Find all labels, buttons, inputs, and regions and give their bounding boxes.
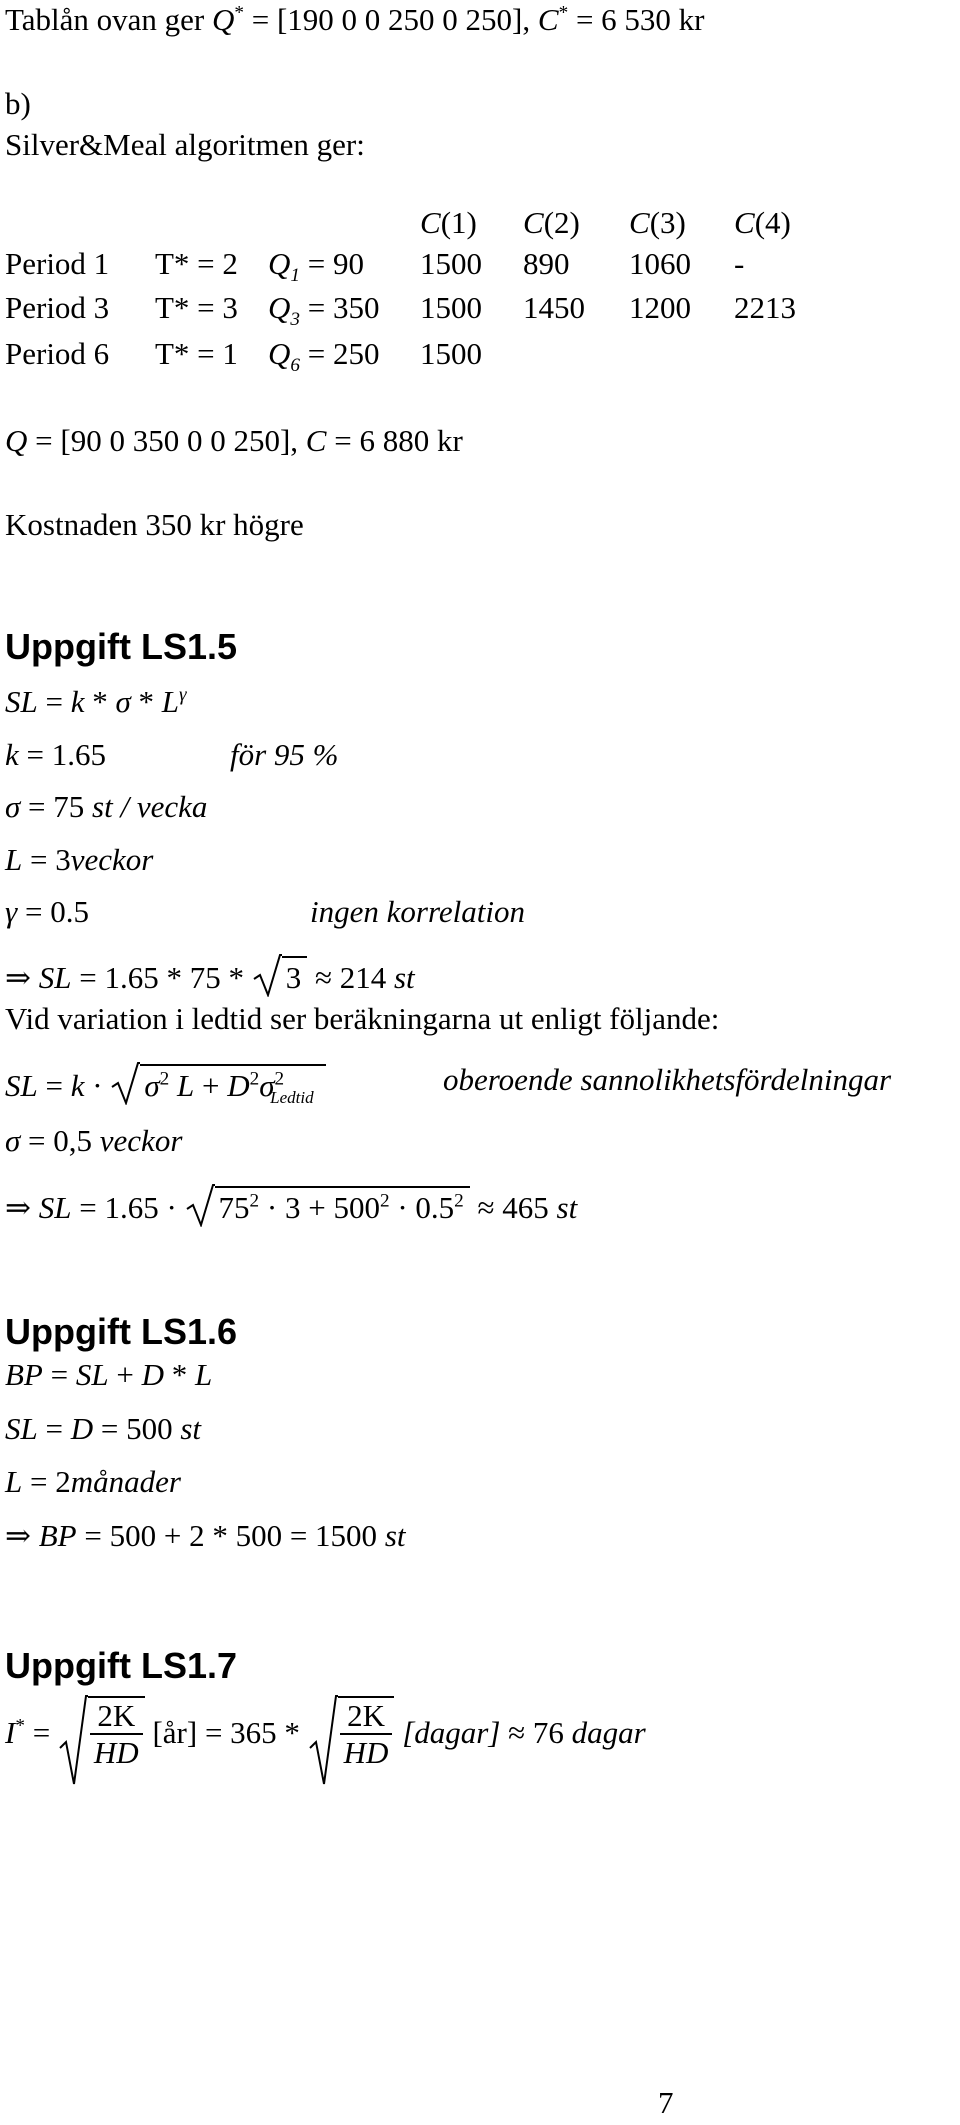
section-title-ls16: Uppgift LS1.6 (5, 1311, 237, 1352)
t-value: T* = 1 (155, 336, 238, 371)
conclusion-text: Kostnaden 350 kr högre (5, 507, 304, 542)
intro-line: Tablån ovan ger Q* = [190 0 0 250 0 250], C* = 6 530 kr (5, 2, 705, 37)
formula-i-star: I* = $\frac{2K}{HD}$ [år] = 365 * $\frac{2K}{HD}$ [dagar] ≈ 76 dagar (5, 1696, 646, 1768)
formula-k: k = 1.65 för 95 % (5, 737, 339, 772)
cost-cell: 890 (523, 246, 570, 281)
formula-bp: BP = SL + D * L (5, 1357, 213, 1392)
formula-bp-result: ⇒ BP = 500 + 2 * 500 = 1500 st (5, 1518, 406, 1553)
sqrt-symbol: $75^2 \cdot 3 + 500^2 \cdot 0.5^2$ (185, 1186, 470, 1223)
fraction: $\frac{2K}{HD}$ (340, 1700, 393, 1768)
cost-cell: 2213 (734, 290, 796, 325)
formula-sigma-ledtid: σ = 0,5 veckor (5, 1123, 183, 1158)
formula-sigma: σ = 75 st / vecka (5, 789, 208, 824)
table-header: C(3) (629, 205, 686, 240)
t-value: T* = 2 (155, 246, 238, 281)
sqrt-symbol: 3 (252, 956, 308, 993)
table-header: C(2) (523, 205, 580, 240)
table-header: C(4) (734, 205, 791, 240)
fraction: $\frac{2K}{HD}$ (90, 1700, 143, 1768)
table-row: Period 3 (5, 290, 110, 325)
sqrt-symbol: $\sigma^2$ $L + D^2\sigma^2_{Ledtid}$ (110, 1064, 325, 1101)
section-title-ls15: Uppgift LS1.5 (5, 626, 237, 667)
formula-l: L = 3veckor (5, 842, 154, 877)
table-row: Period 1 (5, 246, 110, 281)
cost-cell: 1450 (523, 290, 585, 325)
formula-sl-d: SL = D = 500 st (5, 1411, 202, 1446)
cost-cell: 1060 (629, 246, 691, 281)
cost-cell: 1500 (420, 336, 482, 371)
q-value: $Q_6 = 250$ (268, 336, 380, 377)
algorithm-text: Silver&Meal algoritmen ger: (5, 127, 365, 162)
table-row: Period 6 (5, 336, 110, 371)
q-value: $Q_3 = 350$ (268, 290, 380, 331)
sqrt-symbol (58, 1696, 145, 1768)
q-value: $Q_1 = 90$ (268, 246, 364, 287)
cost-cell: 1200 (629, 290, 691, 325)
formula-sl-variation: SL = k · $\sigma^2$ $L + D^2\sigma^2_{Ledtid}$ oberoende sannolikhetsfördelningar (5, 1062, 892, 1108)
section-title-ls17: Uppgift LS1.7 (5, 1645, 237, 1686)
formula-gamma: γ = 0.5 ingen korrelation (5, 894, 525, 929)
cost-cell: 1500 (420, 290, 482, 325)
result-line: Q = [90 0 350 0 0 250], C = 6 880 kr (5, 423, 463, 458)
formula-sl: SL = k * σ * $L^\gamma$ (5, 684, 187, 719)
sqrt-symbol (308, 1696, 395, 1768)
t-value: T* = 3 (155, 290, 238, 325)
table-header: C(1) (420, 205, 477, 240)
formula-sl-result: ⇒ SL = 1.65 * 75 * 3 ≈ 214 st (5, 956, 415, 993)
page-number: 7 (658, 2085, 674, 2120)
cost-cell: 1500 (420, 246, 482, 281)
formula-l2: L = 2månader (5, 1464, 181, 1499)
variation-text: Vid variation i ledtid ser beräkningarna ut enligt följande: (5, 1001, 720, 1036)
part-b-label: b) (5, 86, 31, 121)
formula-sl2-result: ⇒ SL = 1.65 · $75^2 \cdot 3 + 500^2 \cdot 0.5^2 \approx 465$ st (5, 1186, 577, 1223)
cost-cell: - (734, 246, 745, 281)
